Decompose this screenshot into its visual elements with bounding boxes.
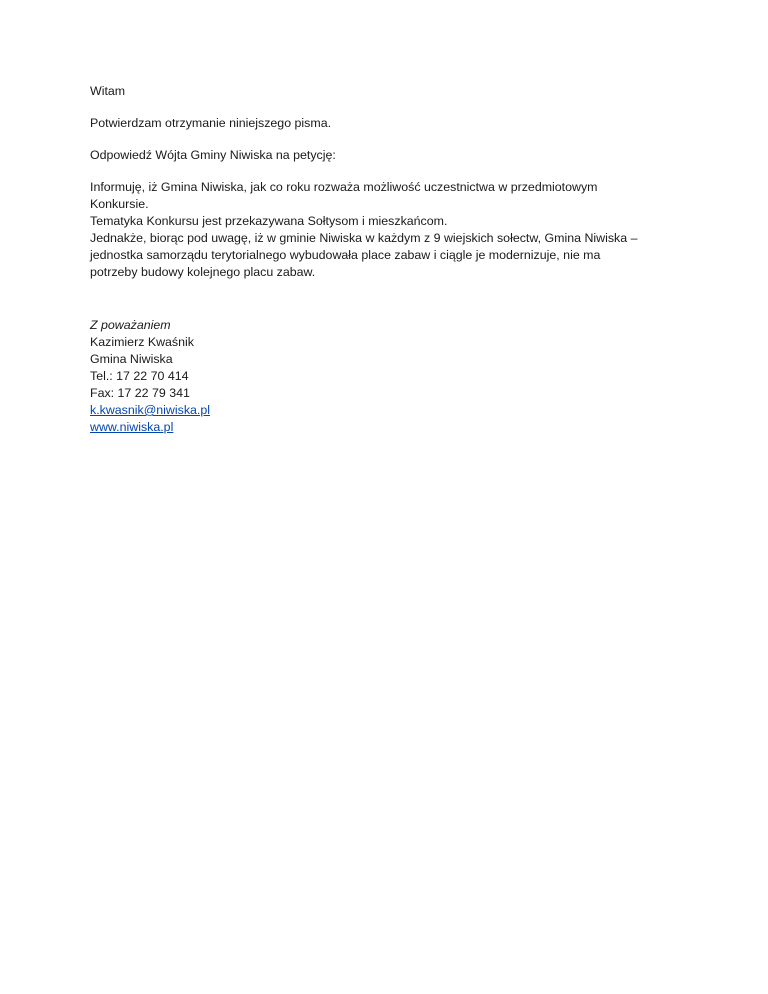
signature-block [90,317,690,436]
letter-page [90,83,690,436]
body-line: potrzeby budowy kolejnego placu zabaw. [90,265,316,279]
greeting: Witam [90,84,126,98]
reply-intro: Odpowiedź Wójta Gminy Niwiska na petycję: [90,148,336,162]
fax-number: Fax: 17 22 79 341 [90,386,190,400]
email-link[interactable]: k.kwasnik@niwiska.pl [90,403,210,417]
phone-number: Tel.: 17 22 70 414 [90,369,189,383]
body-line: jednostka samorządu terytorialnego wybudowała place zabaw i ciągle je modernizuje, nie ma [90,248,601,262]
body-line: Jednakże, biorąc pod uwagę, iż w gminie Niwiska w każdym z 9 wiejskich sołectw, Gmina Niwiska – [90,231,638,245]
closing-phrase: Z poważaniem [90,318,171,332]
signer-organization: Gmina Niwiska [90,352,173,366]
body-line: Informuję, iż Gmina Niwiska, jak co roku rozważa możliwość uczestnictwa w przedmiotowym [90,180,598,194]
body-line: Tematyka Konkursu jest przekazywana Sołtysom i mieszkańcom. [90,214,448,228]
letter-body [90,179,690,281]
confirmation-text: Potwierdzam otrzymanie niniejszego pisma. [90,116,332,130]
body-line: Konkursie. [90,197,149,211]
website-link[interactable]: www.niwiska.pl [90,420,174,434]
signer-name: Kazimierz Kwaśnik [90,335,194,349]
